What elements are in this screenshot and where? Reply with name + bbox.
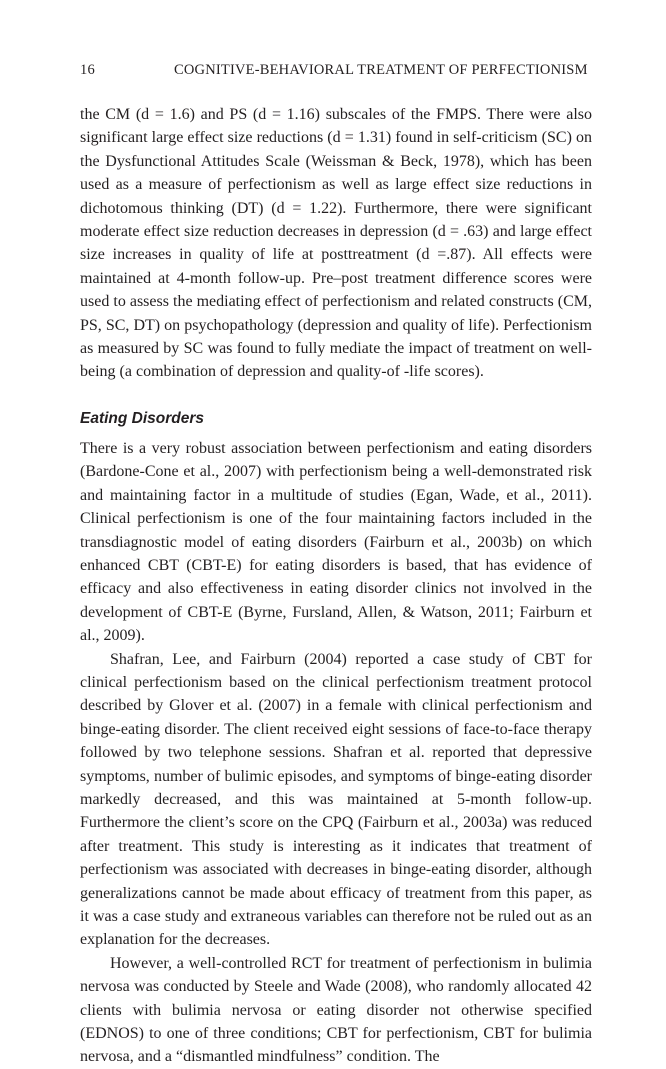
running-title: COGNITIVE-BEHAVIORAL TREATMENT OF PERFECTIONISM: [174, 62, 588, 78]
running-header: [80, 62, 592, 82]
paragraph-rct: However, a well-controlled RCT for treatment of perfectionism in bulimia nervosa was conducted by Steele and Wade (2008), who randomly allocated 42 clients with bulimia nervosa or eating disorder not otherwise specified (EDNOS) to one of three conditions; CBT for perfectionism, CBT for bulimia nervosa, and a “dismantled mindfulness” condition. The: [80, 954, 592, 1066]
page-number: 16: [80, 62, 95, 78]
paragraph-case-study: Shafran, Lee, and Fairburn (2004) reported a case study of CBT for clinical perfectionism based on the clinical perfectionism treatment protocol described by Glover et al. (2007) in a female with clinical perfectionism and binge-eating disorder. The client received eight sessions of face-to-face therapy followed by two telephone sessions. Shafran et al. reported that depressive symptoms, number of bulimic episodes, and symptoms of binge-eating disorder markedly decreased, and this was maintained at 5-month follow-up. Furthermore the client’s score on the CPQ (Fairburn et al., 2003a) was reduced after treatment. This study is interesting as it indicates that treatment of perfectionism was associated with decreases in binge-eating disorder, although generalizations cannot be made about efficacy of treatment from this paper, as it was a case study and extraneous variables can therefore not be ruled out as an explanation for the decreases.: [80, 650, 592, 949]
page-body: [80, 103, 592, 1069]
paragraph-continuation: the CM (d = 1.6) and PS (d = 1.16) subscales of the FMPS. There were also significant large effect size reductions (d = 1.31) found in self-criticism (SC) on the Dysfunctional Attitudes Scale (Weissman & Beck, 1978), which has been used as a measure of perfectionism as well as large effect size reductions in dichotomous thinking (DT) (d = 1.22). Furthermore, there were significant moderate effect size reduction decreases in depression (d = .63) and large effect size increases in quality of life at posttreatment (d =.87). All effects were maintained at 4-month follow-up. Pre–post treatment difference scores were used to assess the mediating effect of perfectionism and related constructs (CM, PS, SC, DT) on psychopathology (depression and quality of life). Perfectionism as measured by SC was found to fully mediate the impact of treatment on well-being (a combination of depression and quality-of -life scores).: [80, 106, 592, 381]
section-heading: Eating Disorders: [80, 409, 205, 427]
paragraph-eating-disorders-intro: There is a very robust association between perfectionism and eating disorders (Bardone-Cone et al., 2007) with perfectionism being a well-demonstrated risk and maintaining factor in a multitude of studies (Egan, Wade, et al., 2011). Clinical perfectionism is one of the four maintaining factors included in the transdiagnostic model of eating disorders (Fairburn et al., 2003b) on which enhanced CBT (CBT-E) for eating disorders is based, that has evidence of efficacy and also effectiveness in eating disorder clinics not involved in the development of CBT-E (Byrne, Fursland, Allen, & Watson, 2011; Fairburn et al., 2009).: [80, 439, 592, 645]
